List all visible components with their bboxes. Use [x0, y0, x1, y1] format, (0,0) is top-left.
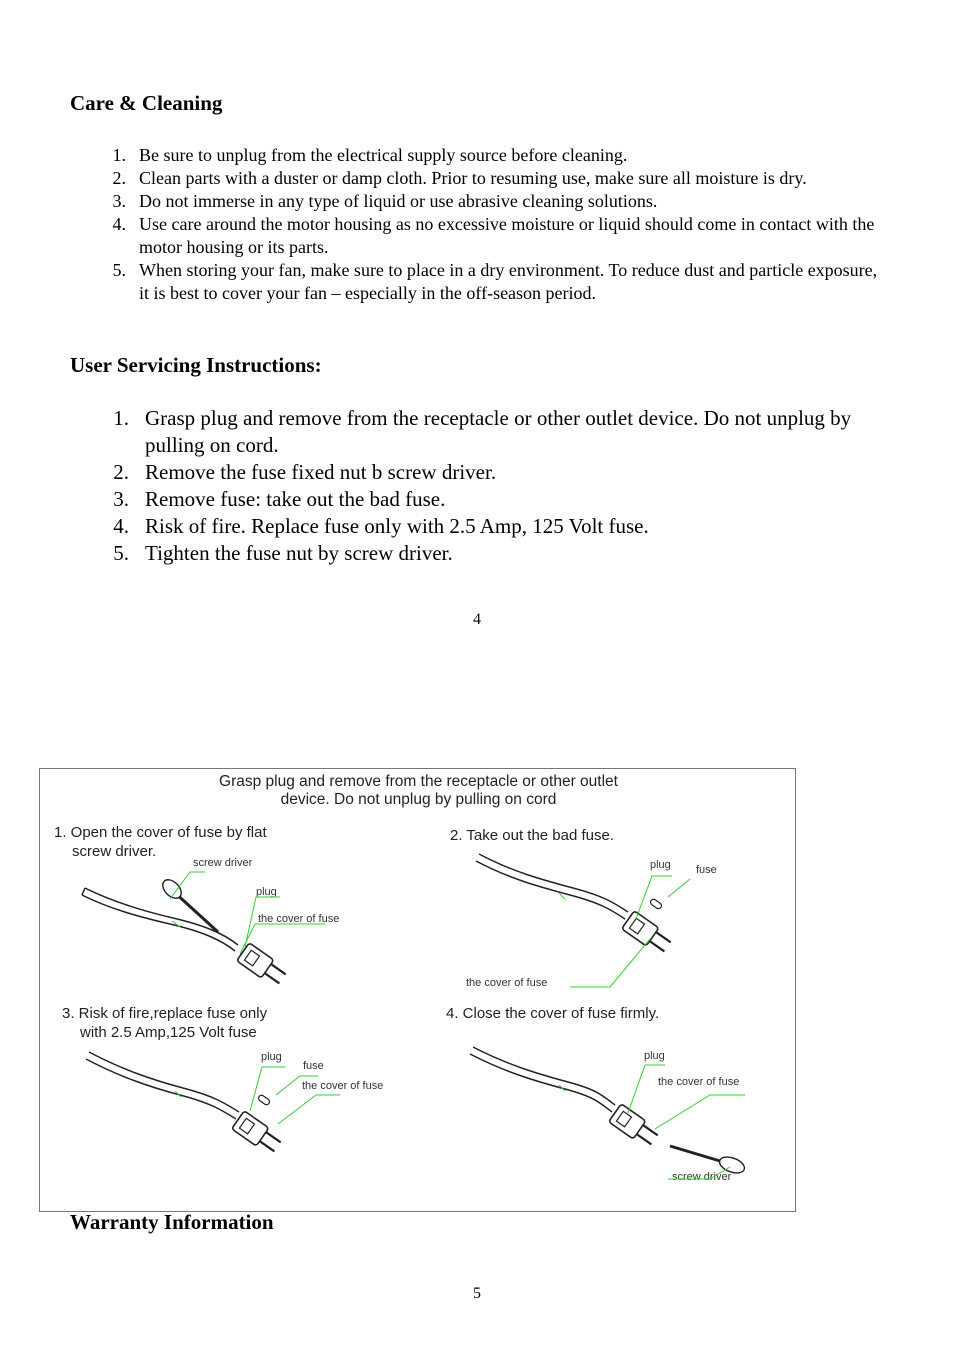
care-cleaning-heading: Care & Cleaning: [70, 91, 223, 115]
list-item: 3. Remove fuse: take out the bad fuse.: [113, 487, 446, 511]
label-fuse: fuse: [696, 864, 717, 876]
page-number: 4: [473, 611, 481, 628]
warranty-heading: Warranty Information: [70, 1210, 274, 1234]
step-1-caption: 1. Open the cover of fuse by flat screw driver.: [54, 824, 267, 860]
step-2-caption: 2. Take out the bad fuse.: [450, 827, 615, 844]
list-item: 4. Risk of fire. Replace fuse only with 2.5 Amp, 125 Volt fuse.: [113, 514, 649, 538]
label-cover-of-fuse: the cover of fuse: [466, 977, 548, 989]
step-4-illustration: [470, 1047, 747, 1179]
label-plug: plug: [256, 886, 277, 898]
label-screw-driver: screw driver: [193, 857, 253, 869]
servicing-list: [105, 405, 885, 567]
list-item: 3. Do not immerse in any type of liquid or use abrasive cleaning solutions.: [112, 191, 658, 211]
list-item: 5. When storing your fan, make sure to place in a dry environment. To reduce dust and particle exposure, it is best to cover your fan – especially in the off-season period.: [112, 260, 878, 303]
label-cover-of-fuse: the cover of fuse: [302, 1080, 384, 1092]
user-servicing-heading: User Servicing Instructions:: [70, 353, 322, 377]
care-list: [100, 144, 890, 305]
fuse-illustrations: [40, 769, 797, 1213]
list-item: 5. Tighten the fuse nut by screw driver.: [113, 541, 453, 565]
fuse-replacement-figure: [39, 768, 796, 1212]
step-3-caption: 3. Risk of fire,replace fuse only with 2.5 Amp,125 Volt fuse: [62, 1005, 268, 1041]
list-item: 2. Remove the fuse fixed nut b screw driver.: [113, 460, 497, 484]
label-plug: plug: [650, 859, 671, 871]
list-item: 1. Grasp plug and remove from the receptacle or other outlet device. Do not unplug by pulling on cord.: [113, 406, 852, 457]
label-screw-driver: screw driver: [672, 1171, 732, 1183]
list-item: 1. Be sure to unplug from the electrical supply source before cleaning.: [112, 145, 628, 165]
label-plug: plug: [644, 1050, 665, 1062]
step-3-illustration: [86, 1052, 340, 1156]
label-plug: plug: [261, 1051, 282, 1063]
page-number: 5: [473, 1285, 481, 1302]
list-item: 2. Clean parts with a duster or damp cloth. Prior to resuming use, make sure all moisture is dry.: [112, 168, 807, 188]
label-cover-of-fuse: the cover of fuse: [258, 913, 340, 925]
step-2-illustration: [476, 854, 690, 987]
step-4-caption: 4. Close the cover of fuse firmly.: [446, 1005, 660, 1022]
figure-title: Grasp plug and remove from the receptacle or other outlet device. Do not unplug by pulling on cord: [219, 773, 618, 808]
label-fuse: fuse: [303, 1060, 324, 1072]
label-cover-of-fuse: the cover of fuse: [658, 1076, 740, 1088]
list-item: 4. Use care around the motor housing as no excessive moisture or liquid should come in contact with the motor housing or its parts.: [112, 214, 875, 257]
step-1-illustration: [82, 872, 325, 988]
